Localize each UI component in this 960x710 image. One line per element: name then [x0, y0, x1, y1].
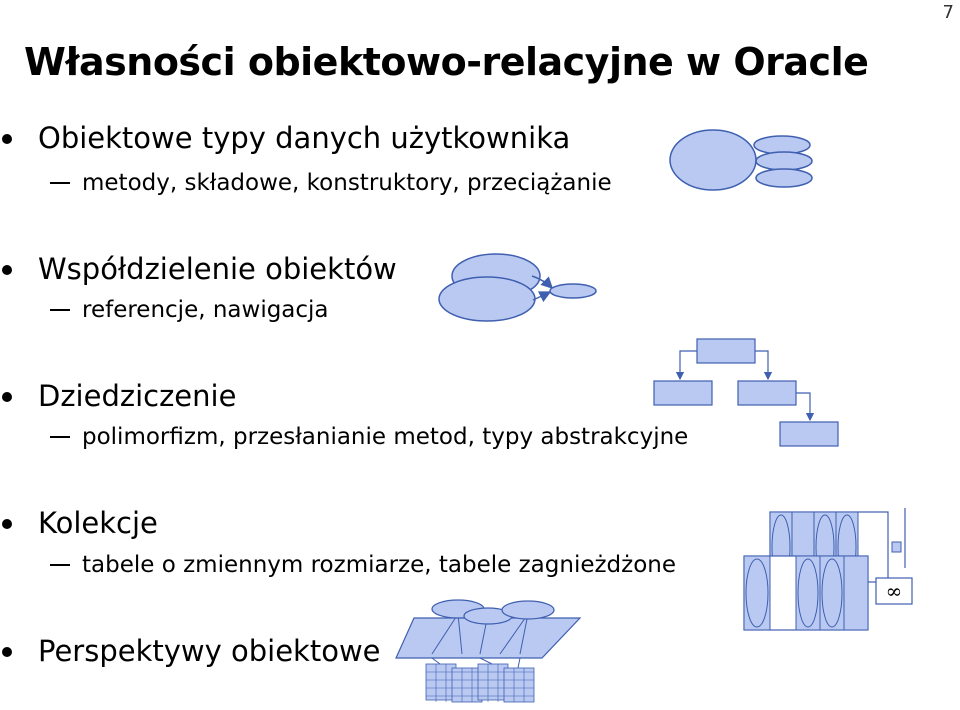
subbullet-text: polimorfizm, przesłanianie metod, typy abstrakcyjne	[82, 424, 689, 450]
bullet-text: Współdzielenie obiektów	[38, 252, 397, 286]
object-type-illustration	[668, 128, 818, 194]
inheritance-illustration	[652, 336, 842, 452]
bullet-dot	[2, 392, 12, 402]
dash	[50, 309, 70, 311]
dash	[50, 564, 70, 566]
dash	[50, 182, 70, 184]
subbullet-text: tabele o zmiennym rozmiarze, tabele zagnieżdżone	[82, 552, 677, 578]
bullet-dot	[2, 647, 12, 657]
bullet-text: Kolekcje	[38, 506, 158, 540]
infinity-icon: ∞	[885, 579, 903, 603]
bullet-dot	[2, 519, 12, 529]
object-sharing-illustration	[436, 252, 606, 326]
dash	[50, 436, 70, 438]
collections-illustration	[742, 506, 922, 632]
bullet-text: Obiektowe typy danych użytkownika	[38, 121, 571, 155]
subbullet-text: referencje, nawigacja	[82, 297, 329, 323]
bullet-text: Perspektywy obiektowe	[38, 634, 381, 668]
bullet-dot	[2, 265, 12, 275]
slide-title: Własności obiektowo-relacyjne w Oracle	[24, 40, 869, 84]
subbullet-text: metody, składowe, konstruktory, przeciążanie	[82, 170, 612, 196]
bullet-text: Dziedziczenie	[38, 379, 237, 413]
object-views-illustration	[392, 598, 588, 706]
slide-number: 7	[942, 2, 954, 23]
bullet-dot	[2, 134, 12, 144]
